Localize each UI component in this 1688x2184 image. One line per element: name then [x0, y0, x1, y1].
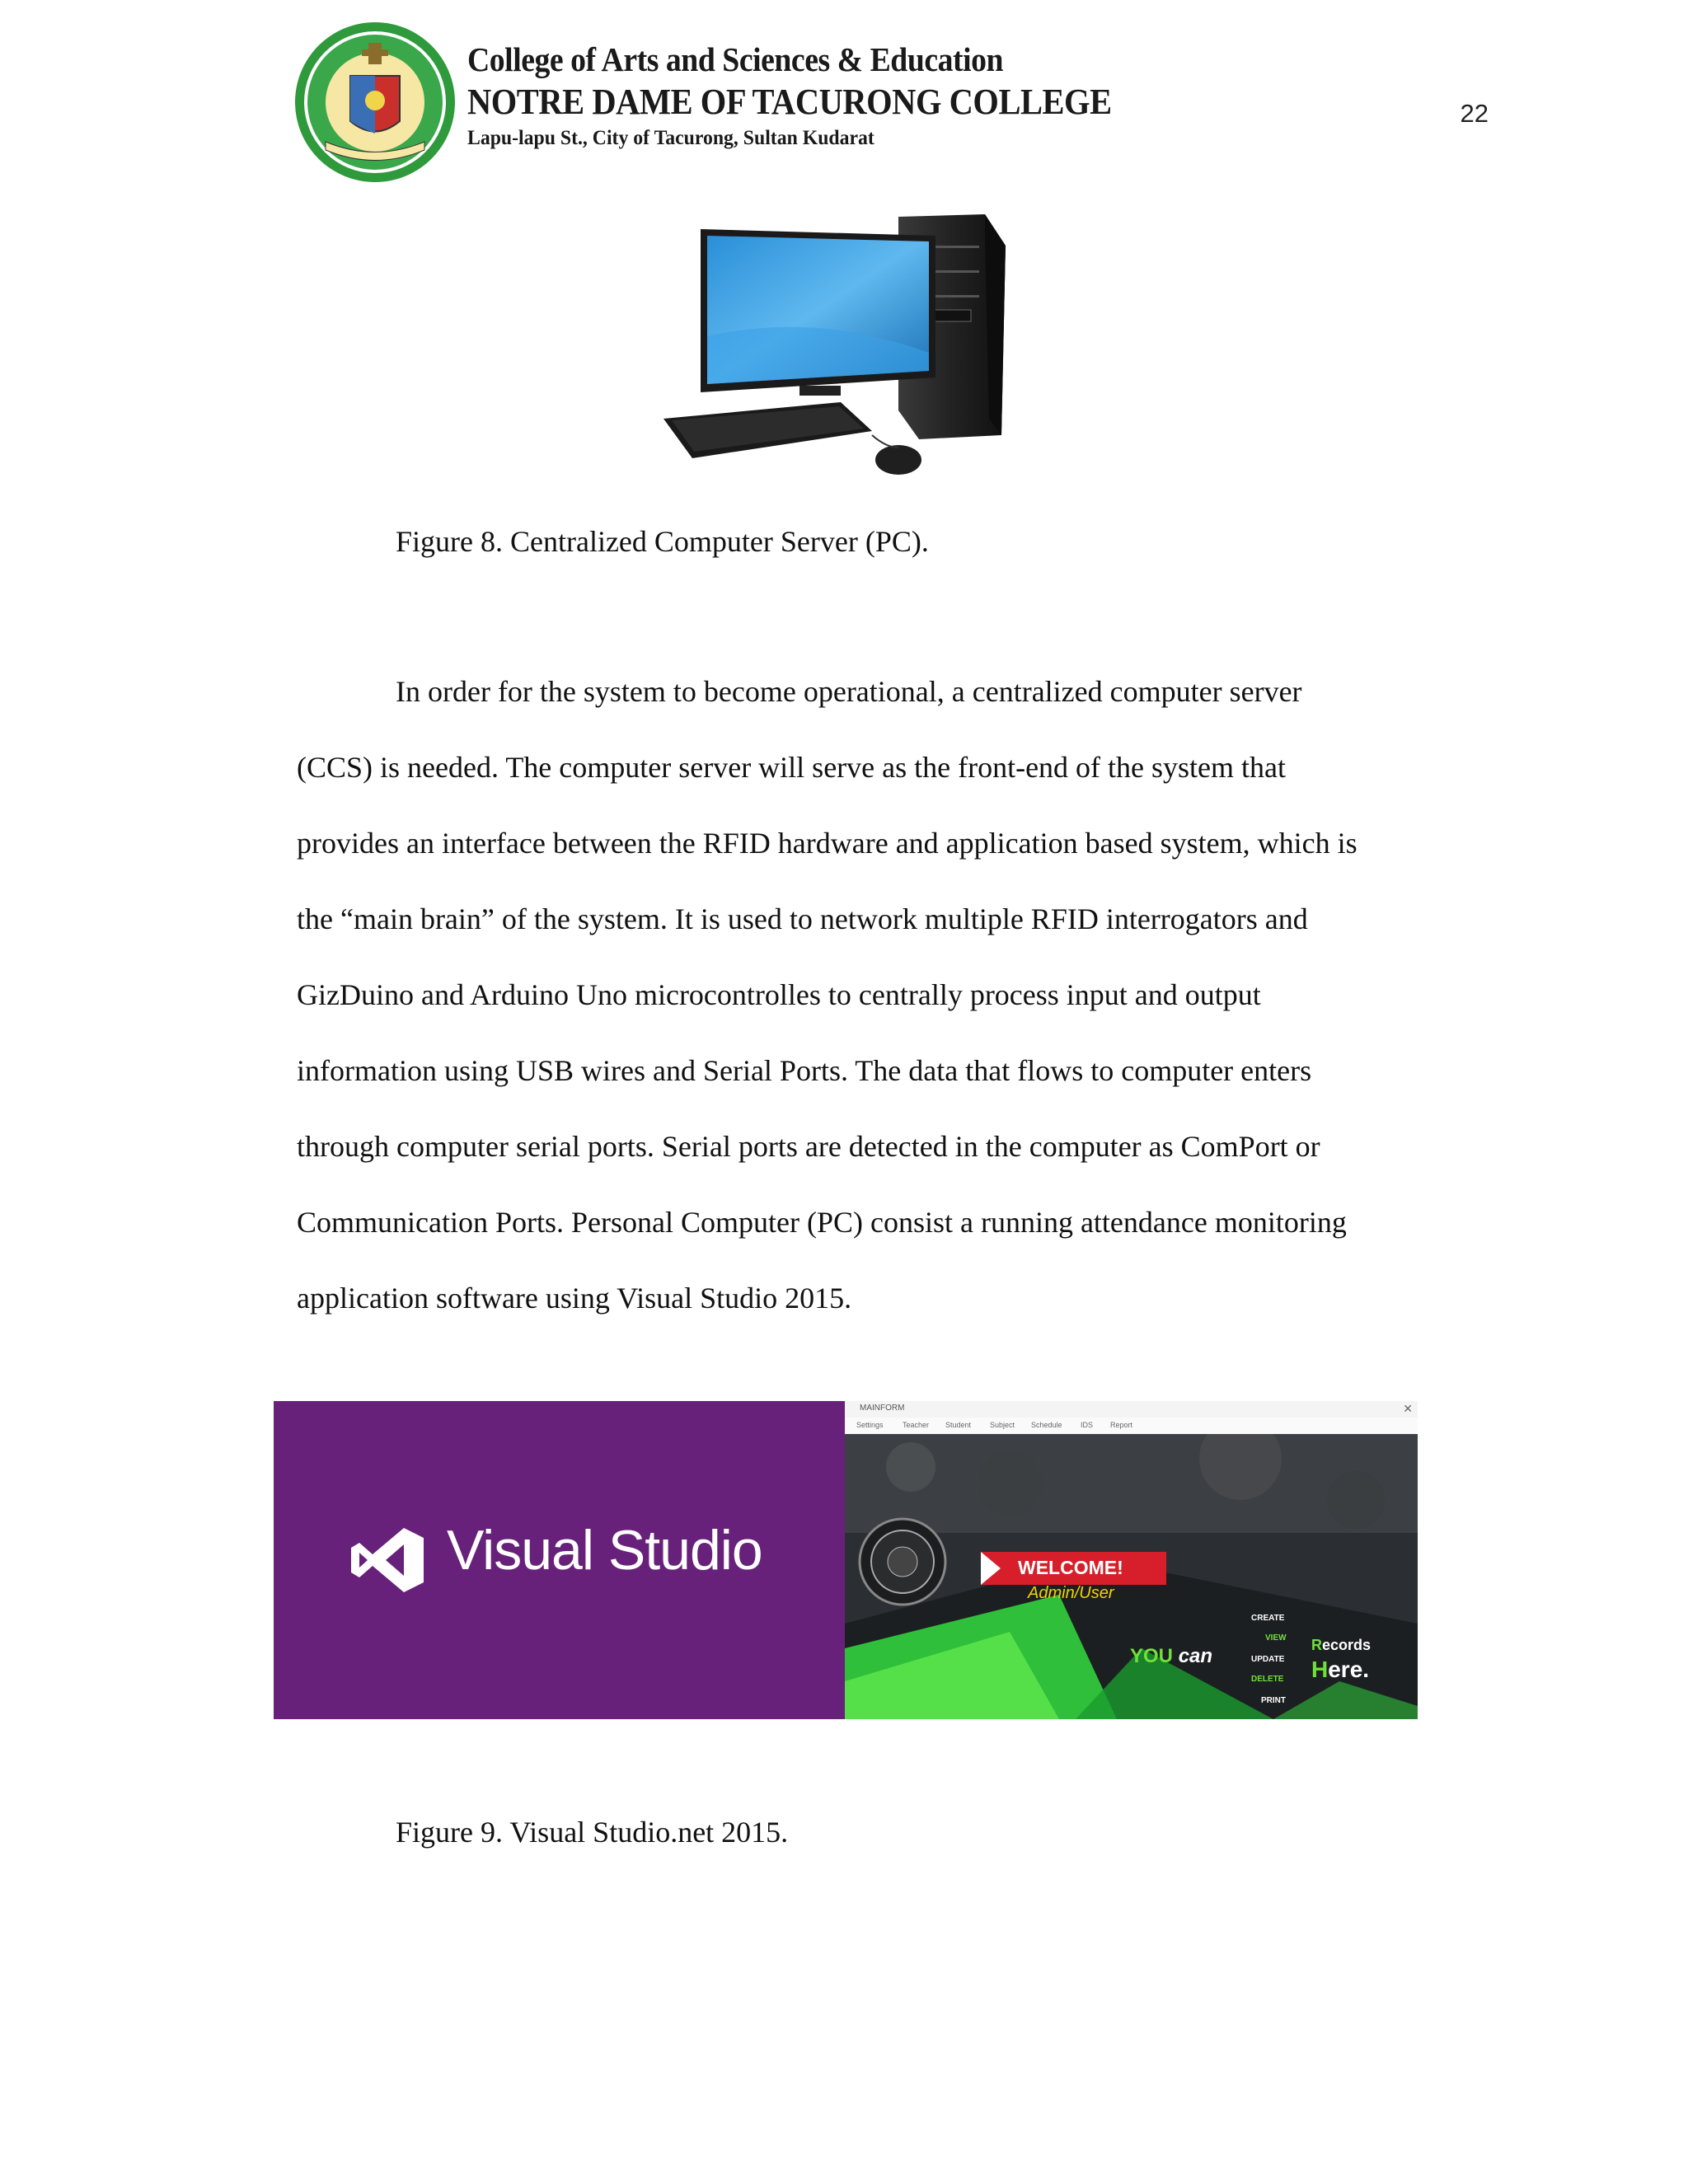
here-rest: ere.	[1328, 1657, 1370, 1682]
app-window-title: MAINFORM	[860, 1404, 905, 1413]
paragraph-line: the “main brain” of the system. It is used to network multiple RFID interrogators and	[297, 902, 1308, 935]
paragraph-line: In order for the system to become operational, a centralized computer server	[396, 675, 1302, 708]
welcome-text: WELCOME!	[1018, 1557, 1123, 1578]
action-delete[interactable]: DELETE	[1251, 1675, 1284, 1684]
menu-item-ids[interactable]: IDS	[1081, 1421, 1094, 1429]
figure-8-caption: Figure 8. Centralized Computer Server (PC).	[396, 525, 929, 558]
menu-item-report[interactable]: Report	[1110, 1421, 1133, 1429]
close-icon[interactable]: ✕	[1403, 1402, 1413, 1415]
visual-studio-logo-icon	[349, 1526, 425, 1594]
here-initial: H	[1311, 1657, 1329, 1682]
attendance-app-screenshot	[845, 1401, 1418, 1719]
school-address: Lapu-lapu St., City of Tacurong, Sultan Kudarat	[467, 127, 874, 149]
menu-item-subject[interactable]: Subject	[990, 1421, 1015, 1429]
menu-item-settings[interactable]: Settings	[856, 1421, 884, 1429]
menu-item-student[interactable]: Student	[945, 1421, 972, 1429]
menu-item-teacher[interactable]: Teacher	[903, 1421, 930, 1429]
school-name: NOTRE DAME OF TACURONG COLLEGE	[467, 82, 1112, 122]
college-seal-logo	[293, 18, 457, 187]
visual-studio-logo-text: Visual Studio	[447, 1519, 762, 1582]
here-text	[1311, 1657, 1369, 1683]
paragraph-line: GizDuino and Arduino Uno microcontrolles to centrally process input and output	[297, 978, 1261, 1011]
menu-item-schedule[interactable]: Schedule	[1031, 1421, 1062, 1429]
app-menubar	[845, 1418, 1418, 1435]
paragraph-line: application software using Visual Studio 2015.	[297, 1282, 852, 1315]
records-rest: ecords	[1322, 1637, 1372, 1653]
paragraph-line: information using USB wires and Serial Ports. The data that flows to computer enters	[297, 1054, 1312, 1087]
app-titlebar	[845, 1401, 1418, 1418]
can-word: can	[1178, 1645, 1213, 1667]
paragraph-line: (CCS) is needed. The computer server will serve as the front-end of the system that	[297, 751, 1287, 784]
records-text	[1311, 1637, 1371, 1654]
welcome-user-text: Admin/User	[1028, 1584, 1114, 1602]
action-create[interactable]: CREATE	[1251, 1614, 1285, 1623]
paragraph-line: Communication Ports. Personal Computer (PC) consist a running attendance monitoring	[297, 1206, 1347, 1239]
figure-9-caption: Figure 9. Visual Studio.net 2015.	[396, 1816, 789, 1849]
records-initial: R	[1311, 1637, 1322, 1653]
banner-arrow-icon	[981, 1552, 1001, 1585]
you-can-text	[1130, 1645, 1212, 1668]
action-update[interactable]: UPDATE	[1251, 1655, 1285, 1664]
welcome-banner	[981, 1552, 1166, 1585]
visual-studio-panel	[274, 1401, 845, 1719]
page-number: 22	[1460, 99, 1489, 128]
computer-server-image	[651, 213, 1022, 489]
you-word: YOU	[1130, 1645, 1174, 1667]
paragraph-line: provides an interface between the RFID hardware and application based system, which is	[297, 827, 1357, 860]
action-view[interactable]: VIEW	[1265, 1633, 1287, 1643]
college-name: College of Arts and Sciences & Education	[467, 40, 1004, 78]
paragraph-line: through computer serial ports. Serial ports are detected in the computer as ComPort or	[297, 1130, 1320, 1163]
action-print[interactable]: PRINT	[1261, 1696, 1286, 1705]
